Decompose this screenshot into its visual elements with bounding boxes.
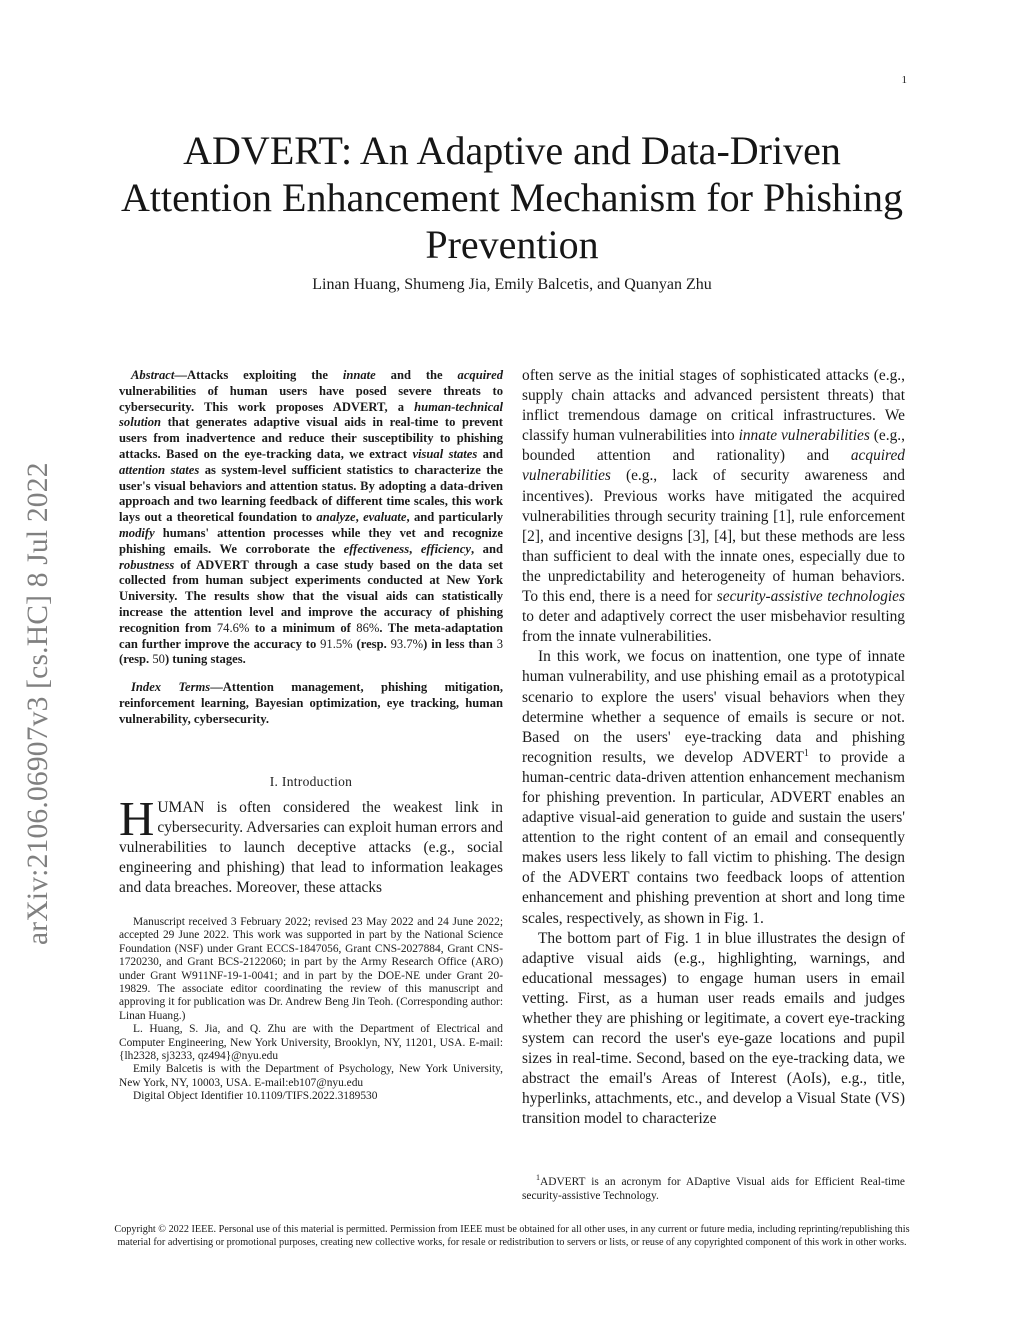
text-run: that generates adaptive visual aids in real-time to prevent users from inadvertence and reduce their susceptibility to phishing attacks. Based on the eye-tracking data, we extract — [119, 415, 503, 461]
intro-paragraph — [119, 790, 503, 898]
text-run: . The meta-adaptation can further improve the accuracy to — [119, 620, 503, 651]
footnote-mark: 1 — [536, 1173, 540, 1183]
text-run: ) in less than — [423, 636, 497, 651]
index-terms-text: Attention management, phishing mitigation, reinforcement learning, Bayesian optimization, eye tracking, human vulnerability, cybersecurity. — [119, 680, 503, 726]
paper-title: ADVERT: An Adaptive and Data-Driven Attention Enhancement Mechanism for Phishing Prevention — [120, 128, 904, 267]
abstract-label: Abstract — [131, 368, 175, 382]
footnote-affiliation-psych: Emily Balcetis is with the Department of Psychology, New York University, New York, NY, 10003, USA. E-mail:eb107@nyu.edu — [119, 1063, 503, 1089]
page-number: 1 — [901, 74, 907, 86]
text-run: modify — [119, 525, 155, 540]
text-run: visual states — [412, 446, 478, 461]
text-run: (resp. — [352, 636, 391, 651]
text-run: 86% — [356, 620, 380, 635]
text-run: 74.6% — [216, 620, 250, 635]
text-run: In this work, we focus on inattention, one type of innate human vulnerability, and use phishing email as a prototypical scenario to explore the users' visual behaviors when they determine whether a sequence of emails is secure or not. Based on the users' eye-tracking data and phishing recognition results, we develop ADVERT — [522, 648, 905, 766]
text-run: as system-level sufficient statistics to characterize the user's visual behaviors and attention status. By adopting a data-driven approach and two learning feedback of different time scales, this work lays out a theoretical foundation to — [119, 462, 503, 525]
footnote-affiliation-ece: L. Huang, S. Jia, and Q. Zhu are with the Department of Electrical and Computer Engineering, New York University, Brooklyn, NY, 11201, USA. E-mail:{lh2328, sj3233, qz494}@nyu.edu — [119, 1023, 503, 1063]
text-run: (e.g., lack of security awareness and incentives). Previous works have mitigated the acquired vulnerabilities through security training [1], rule enforcement [2], and incentive designs [3], [4], but these methods are less than sufficient to deal with the innate ones, especially due to the unpredictability and heterogeneity of human behaviors. To this end, there is a need for — [522, 467, 905, 606]
text-run: vulnerabilities of human users have posed severe threats to cybersecurity. This work proposes ADVERT, a — [119, 383, 503, 414]
body-paragraph-2 — [522, 647, 905, 928]
abstract: Abstract—Attacks exploiting the innate and the acquired vulnerabilities of human users have posed severe threats to cybersecurity. This work proposes ADVERT, a human-technical solution that generates adaptive visual aids in real-time to prevent users from inadvertence and reduce their susceptibility to phishing attacks. Based on the eye-tracking data, we extract visual states and attention states as system-level sufficient statistics to characterize the user's visual behaviors and attention status. By adopting a data-driven approach and two learning feedback of different time scales, this work lays out a theoretical foundation to analyze, evaluate, and particularly modify humans' attention processes while they vet and recognize phishing emails. We corroborate the effectiveness, efficiency, and robustness of ADVERT through a case study based on the data set collected from human subject experiments conducted at New York University. The results show that the visual aids can statistically increase the attention level and improve the accuracy of phishing recognition from 74.6% to a minimum of 86%. The meta-adaptation can further improve the accuracy to 91.5% (resp. 93.7%) in less than 3 (resp. 50) tuning stages. — [119, 368, 504, 667]
text-run: to provide a human-centric data-driven attention enhancement mechanism for phishing prevention. In particular, ADVERT enables an adaptive visual-aid generation to guide and sustain the users' attention to the right content of an email and consequently makes users less likely to fall victim to phishing. The design of the ADVERT contains two feedback loops of attention enhancement and phishing prevention at short and long time scales, respectively, as shown in Fig. 1. — [522, 748, 905, 927]
abstract-body — [119, 368, 503, 666]
text-run: to deter and adaptively correct the user misbehavior resulting from the innate vulnerabilities. — [522, 608, 905, 646]
drop-cap: H — [119, 790, 155, 846]
footnote-advert-acronym — [522, 1173, 905, 1203]
text-run: 91.5% — [320, 636, 353, 651]
text-run: acquired vulnerabilities — [522, 447, 905, 485]
section-heading-introduction: I. Introduction — [269, 773, 353, 789]
body-paragraph-1 — [522, 366, 905, 647]
text-run: 93.7% — [390, 636, 424, 651]
text-run: 50 — [152, 652, 165, 667]
text-run: evaluate — [363, 510, 407, 525]
text-run: of ADVERT through a case study based on the data set collected from human subject experiments conducted at New York University. The results show that the visual aids can statistically increase the attention level and improve the accuracy of phishing recognition from — [119, 557, 503, 635]
text-run: acquired — [457, 368, 503, 382]
left-column — [119, 368, 503, 1104]
text-run: ) tuning stages. — [164, 652, 246, 667]
intro-paragraph-text: UMAN is often considered the weakest link in cybersecurity. Adversaries can exploit human errors and vulnerabilities to launch deceptive attacks (e.g., social engineering and phishing) that lead to information leakages and data breaches. Moreover, these attacks — [119, 798, 503, 896]
arxiv-watermark: arXiv:2106.06907v3 [cs.HC] 8 Jul 2022 — [22, 462, 54, 945]
text-run: , — [355, 510, 364, 525]
text-run: human-technical solution — [119, 399, 503, 430]
footnote-advert-text: ADVERT is an acronym for ADaptive Visual aids for Efficient Real-time security-assistive Technology. — [522, 1176, 905, 1202]
text-run: , and particularly — [406, 510, 504, 525]
index-terms-label: Index Terms — [131, 680, 211, 695]
text-run: attention states — [119, 462, 200, 477]
text-run: to a minimum of — [249, 620, 357, 635]
index-terms: Index Terms—Attention management, phishing mitigation, reinforcement learning, Bayesian optimization, eye tracking, human vulnerability, cybersecurity. — [119, 680, 503, 726]
body-paragraph-3: The bottom part of Fig. 1 in blue illustrates the design of adaptive visual aids (e.g., highlighting, warnings, and educational messages) to engage human users in email vetting. First, as a human user reads emails and judges whether they are phishing or legitimate, a covert eye-tracking system can record the user's eye-gaze locations and pupil sizes in real-time. Second, based on the eye-tracking data, we abstract the email's Areas of Interest (AoIs), e.g., title, hyperlinks, attachments, etc., and develop a Visual State (VS) transition model to characterize — [522, 929, 905, 1128]
text-run: , — [409, 541, 421, 556]
copyright-notice: Copyright © 2022 IEEE. Personal use of this material is permitted. Permission from IEEE must be obtained for all other uses, in any current or future media, including reprinting/republishing this material for advertising or promotional purposes, creating new collective works, for resale or redistribution to servers or lists, or reuse of any copyrighted component of this work in other works. — [114, 1224, 910, 1248]
text-run: (e.g., bounded attention and rationality) and — [522, 427, 906, 465]
text-run: and the — [375, 368, 458, 382]
footnote-manuscript: Manuscript received 3 February 2022; revised 23 May 2022 and 24 June 2022; accepted 29 June 2022. This work was supported in part by the National Science Foundation (NSF) under Grant ECCS-1847056, Grant CNS-2027884, Grant CNS-1720230, and Grant BCS-2122060; in part by the Army Research Office (ARO) under Grant W911NF-19-1-0041; and in part by the DOE-NE under Grant 20-19829. The associate editor coordinating the review of this manuscript and approving it for publication was Dr. Andrew Beng Jin Teoh. (Corresponding author: Linan Huang.) — [119, 916, 503, 1022]
text-run: effectiveness — [343, 541, 410, 556]
right-column — [522, 366, 905, 1130]
text-run: analyze — [316, 510, 356, 525]
text-run: Attacks exploiting the — [186, 368, 343, 382]
text-run: robustness — [119, 557, 175, 572]
text-run: innate — [342, 368, 376, 382]
text-run: and — [477, 446, 503, 461]
text-run: efficiency — [420, 541, 471, 556]
text-run: , and — [470, 541, 503, 556]
text-run: often serve as the initial stages of sophisticated attacks (e.g., supply chain attacks and advanced persistent threats) that inflict tremendous damage on critical infrastructures. We classify human vulnerabilities into — [522, 367, 905, 445]
text-run: innate vulnerabilities — [738, 427, 870, 445]
footnote-doi: Digital Object Identifier 10.1109/TIFS.2022.3189530 — [133, 1090, 378, 1103]
text-run: (resp. — [119, 652, 153, 667]
left-footnotes — [119, 916, 503, 1104]
text-run: 1 — [803, 747, 809, 759]
author-list: Linan Huang, Shumeng Jia, Emily Balcetis, and Quanyan Zhu — [312, 276, 712, 293]
text-run: humans' attention processes while they vet and recognize phishing emails. We corroborate the — [119, 525, 503, 556]
text-run: security-assistive technologies — [716, 588, 905, 606]
text-run: 3 — [496, 636, 504, 651]
